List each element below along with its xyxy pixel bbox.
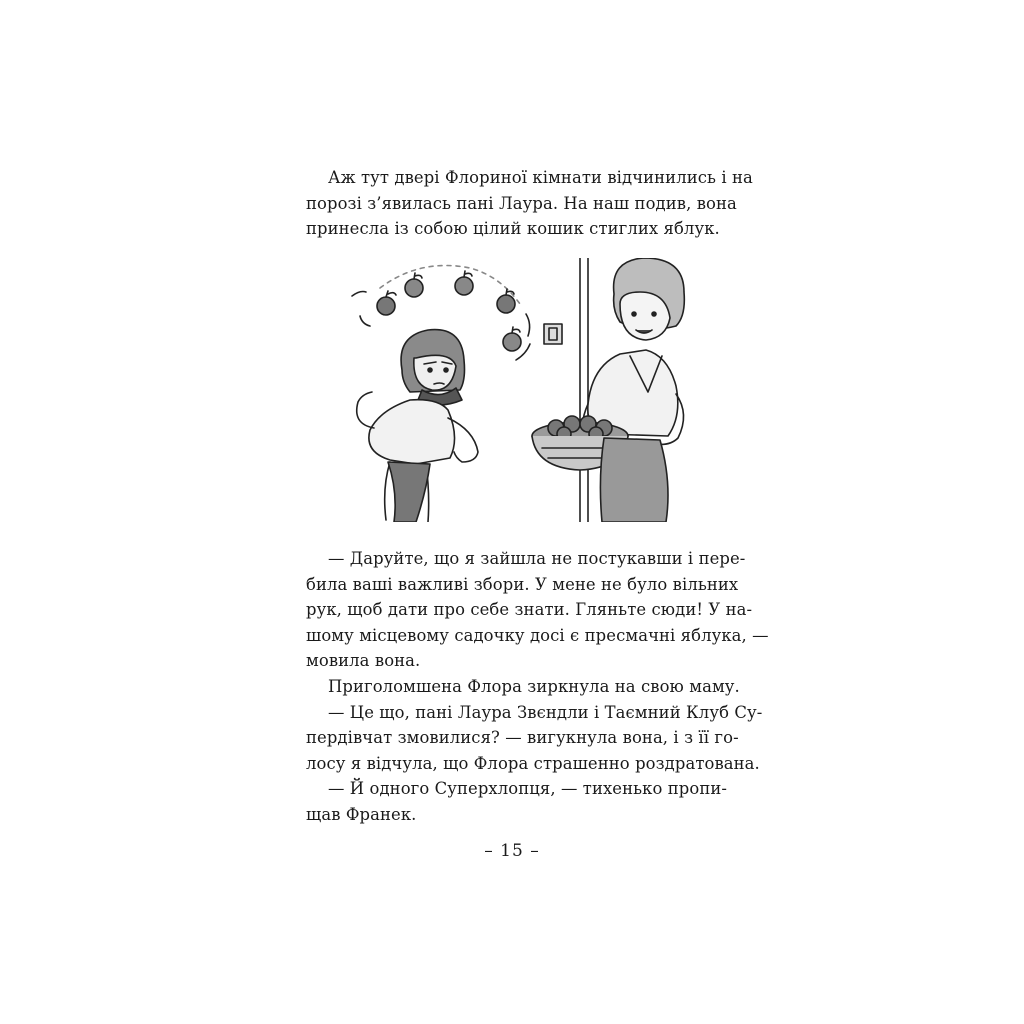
text-line: пердівчат змовилися? — вигукнула вона, і з її го- xyxy=(306,728,739,748)
text-line: лосу я відчула, що Флора страшенно роздратована. xyxy=(306,753,760,773)
page-number: – 15 – xyxy=(484,841,540,861)
text-line: мовила вона. xyxy=(306,651,421,671)
paragraph-bottom xyxy=(306,546,769,828)
text-line: — Даруйте, що я зайшла не постукавши і пере- xyxy=(328,549,746,568)
text-line: — Й одного Суперхлопця, — тихенько пропи- xyxy=(328,779,728,799)
text-line: — Це що, пані Лаура Звєндли і Таємний Клуб Су- xyxy=(328,702,763,722)
text-line: Приголомшена Флора зиркнула на свою маму. xyxy=(328,676,740,696)
text-line: рук, щоб дати про себе знати. Гляньте сюди! У на- xyxy=(306,600,753,620)
text-line: порозі з’явилась пані Лаура. На наш подив, вона xyxy=(306,193,737,213)
girl-and-woman-with-apple-basket-illustration xyxy=(330,258,692,522)
text-line: шому місцевому садочку досі є пресмачні яблука, — xyxy=(306,625,769,645)
text-line: Аж тут двері Флориної кімнати відчинились і на xyxy=(328,168,753,187)
text-line: щав Франек. xyxy=(306,804,417,824)
text-line: принесла із собою цілий кошик стиглих яблук. xyxy=(306,219,720,239)
text-line: била ваші важливі збори. У мене не було вільних xyxy=(306,574,739,594)
paragraph-top xyxy=(306,165,753,242)
